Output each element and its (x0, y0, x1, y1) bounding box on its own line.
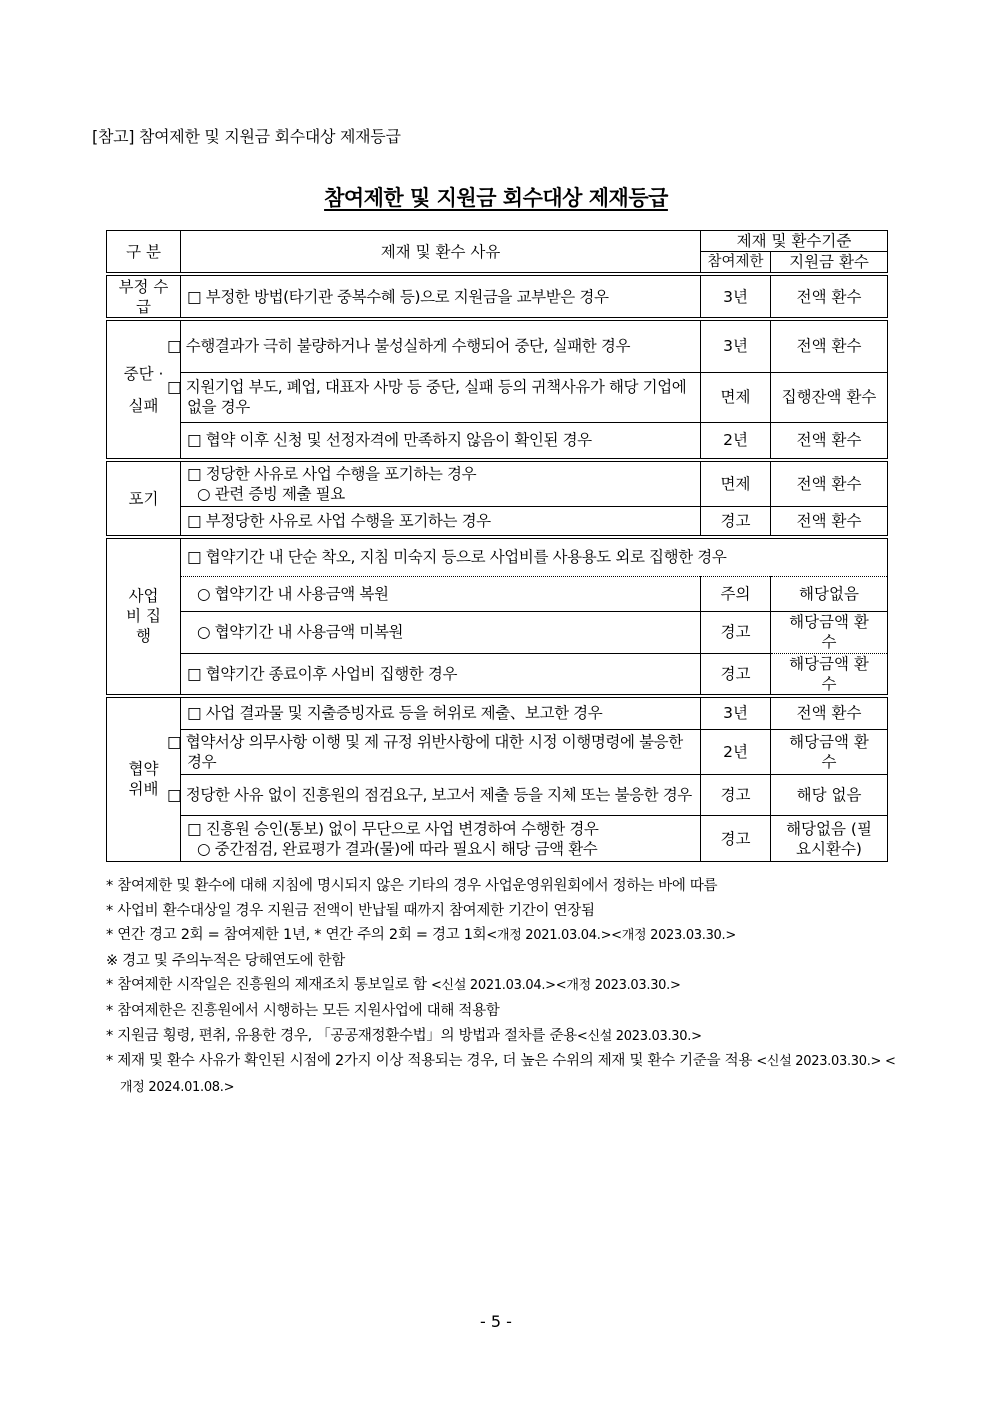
reason-cell: ○ 협약기간 내 사용금액 복원 (181, 576, 701, 611)
footnote (106, 1024, 906, 1050)
footnote-text: ※ 경고 및 주의누적은 당해연도에 한함 (106, 952, 345, 969)
restriction-cell: 2년 (701, 422, 771, 460)
refund-cell: 해당금액 환수 (771, 730, 888, 775)
table-row (107, 422, 888, 460)
footnote (106, 973, 906, 999)
table-row (107, 730, 888, 775)
footnote-text: * 참여제한은 진흥원에서 시행하는 모든 지원사업에 대해 적용함 (106, 1002, 500, 1019)
footnote (106, 899, 906, 924)
restriction-cell: 면제 (701, 372, 771, 422)
restriction-cell: 경고 (701, 775, 771, 816)
reason-heading: □ 협약기간 내 단순 착오, 지침 미숙지 등으로 사업비를 사용용도 외로 집행한 경우 (181, 537, 888, 576)
refund-cell: 해당없음 (필요시환수) (771, 816, 888, 862)
refund-cell: 해당금액 환수 (771, 653, 888, 696)
header-refund: 지원금 환수 (771, 252, 888, 275)
refund-cell: 전액 환수 (771, 506, 888, 537)
restriction-cell: 경고 (701, 506, 771, 537)
reason-cell (181, 460, 701, 506)
reason-cell: □ 부정당한 사유로 사업 수행을 포기하는 경우 (181, 506, 701, 537)
refund-cell: 해당금액 환수 (771, 611, 888, 653)
refund-cell: 해당없음 (771, 576, 888, 611)
reason-cell: □ 부정한 방법(타기관 중복수혜 등)으로 지원금을 교부받은 경우 (181, 274, 701, 319)
reason-text: □ 진흥원 승인(통보) 없이 무단으로 사업 변경하여 수행한 경우 (187, 819, 599, 838)
footnote-text: * 참여제한 및 환수에 대해 지침에 명시되지 않은 기타의 경우 사업운영위원회에서 정하는 바에 따름 (106, 878, 718, 894)
reason-cell: ○ 협약기간 내 사용금액 미복원 (181, 611, 701, 653)
header-restriction: 참여제한 (701, 252, 771, 275)
page-number: - 5 - (480, 1312, 512, 1331)
table-row (107, 696, 888, 730)
refund-cell: 전액 환수 (771, 696, 888, 730)
table-row (107, 775, 888, 816)
reason-cell: □ 지원기업 부도, 폐업, 대표자 사망 등 중단, 실패 등의 귀책사유가 해당 기업에 없을 경우 (181, 372, 701, 422)
page-title: 참여제한 및 지원금 회수대상 제재등급 (324, 186, 668, 210)
table-row (107, 537, 888, 576)
reason-cell: □ 협약 이후 신청 및 선정자격에 만족하지 않음이 확인된 경우 (181, 422, 701, 460)
footnote (106, 923, 906, 949)
reason-cell: □ 협약서상 의무사항 이행 및 제 규정 위반사항에 대한 시정 이행명령에 불응한 경우 (181, 730, 701, 775)
reason-subtext: ○ 관련 증빙 제출 필요 (197, 484, 345, 503)
category-cell: 부정 수급 (107, 274, 181, 319)
footnote-text: * 사업비 환수대상일 경우 지원금 전액이 반납될 때까지 참여제한 기간이 연장됨 (106, 902, 595, 919)
footnote-text: * 지원금 횡령, 편취, 유용한 경우, 「공공재정환수법」의 방법과 절차를 준용 (106, 1027, 577, 1044)
footnote (106, 874, 906, 899)
restriction-cell: 2년 (701, 730, 771, 775)
restriction-cell: 3년 (701, 696, 771, 730)
restriction-cell: 경고 (701, 816, 771, 862)
footnote (106, 999, 906, 1024)
reason-cell: □ 수행결과가 극히 불량하거나 불성실하게 수행되어 중단, 실패한 경우 (181, 319, 701, 372)
category-cell: 협약 위배 (107, 696, 181, 862)
reason-cell: □ 사업 결과물 및 지출증빙자료 등을 허위로 제출、보고한 경우 (181, 696, 701, 730)
footnote-text: * 제재 및 환수 사유가 확인된 시점에 2가지 이상 적용되는 경우, 더 높은 수위의 제재 및 환수 기준을 적용 (106, 1053, 757, 1070)
category-cell: 포기 (107, 460, 181, 537)
footnote (106, 949, 906, 974)
restriction-cell: 면제 (701, 460, 771, 506)
refund-cell: 집행잔액 환수 (771, 372, 888, 422)
header-criteria: 제재 및 환수기준 (701, 231, 888, 252)
refund-cell: 전액 환수 (771, 422, 888, 460)
header-category: 구 분 (107, 231, 181, 275)
category-cell: 중단 · 실패 (107, 319, 181, 460)
restriction-cell: 주의 (701, 576, 771, 611)
footnotes (106, 874, 906, 1100)
reason-text: □ 정당한 사유로 사업 수행을 포기하는 경우 (187, 464, 477, 483)
table-row (107, 653, 888, 696)
table-row (107, 816, 888, 862)
table-row (107, 274, 888, 319)
header-row (107, 231, 888, 252)
restriction-cell: 3년 (701, 274, 771, 319)
restriction-cell: 경고 (701, 653, 771, 696)
revision-tag: <개정 2021.03.04.><개정 2023.03.30.> (486, 928, 736, 944)
footnote (106, 1049, 906, 1100)
reason-subtext: ○ 중간점검, 완료평가 결과(물)에 따라 필요시 해당 금액 환수 (197, 839, 598, 858)
restriction-cell: 경고 (701, 611, 771, 653)
reason-cell (181, 816, 701, 862)
footnote-text: * 참여제한 시작일은 진흥원의 제재조치 통보일로 함 (106, 977, 431, 994)
reason-cell: □ 협약기간 종료이후 사업비 집행한 경우 (181, 653, 701, 696)
reason-cell: □ 정당한 사유 없이 진흥원의 점검요구, 보고서 제출 등을 지체 또는 불응한 경우 (181, 775, 701, 816)
revision-tag: <신설 2023.03.30.> <개정 2024.01.08.> (120, 1054, 896, 1095)
table-row (107, 576, 888, 611)
sanction-table (106, 230, 888, 862)
footnote-text: * 연간 경고 2회 = 참여제한 1년, * 연간 주의 2회 = 경고 1회 (106, 927, 487, 944)
reference-caption: [참고] 참여제한 및 지원금 회수대상 제재등급 (92, 127, 401, 146)
category-cell: 사업비 집행 (107, 537, 181, 696)
restriction-cell: 3년 (701, 319, 771, 372)
table-row (107, 506, 888, 537)
revision-tag: <신설 2023.03.30.> (576, 1028, 702, 1044)
header-reason: 제재 및 환수 사유 (181, 231, 701, 275)
refund-cell: 전액 환수 (771, 319, 888, 372)
table-row (107, 372, 888, 422)
revision-tag: <신설 2021.03.04.><개정 2023.03.30.> (430, 978, 681, 994)
refund-cell: 해당 없음 (771, 775, 888, 816)
refund-cell: 전액 환수 (771, 460, 888, 506)
table-row (107, 319, 888, 372)
table-row (107, 460, 888, 506)
table-row (107, 611, 888, 653)
refund-cell: 전액 환수 (771, 274, 888, 319)
